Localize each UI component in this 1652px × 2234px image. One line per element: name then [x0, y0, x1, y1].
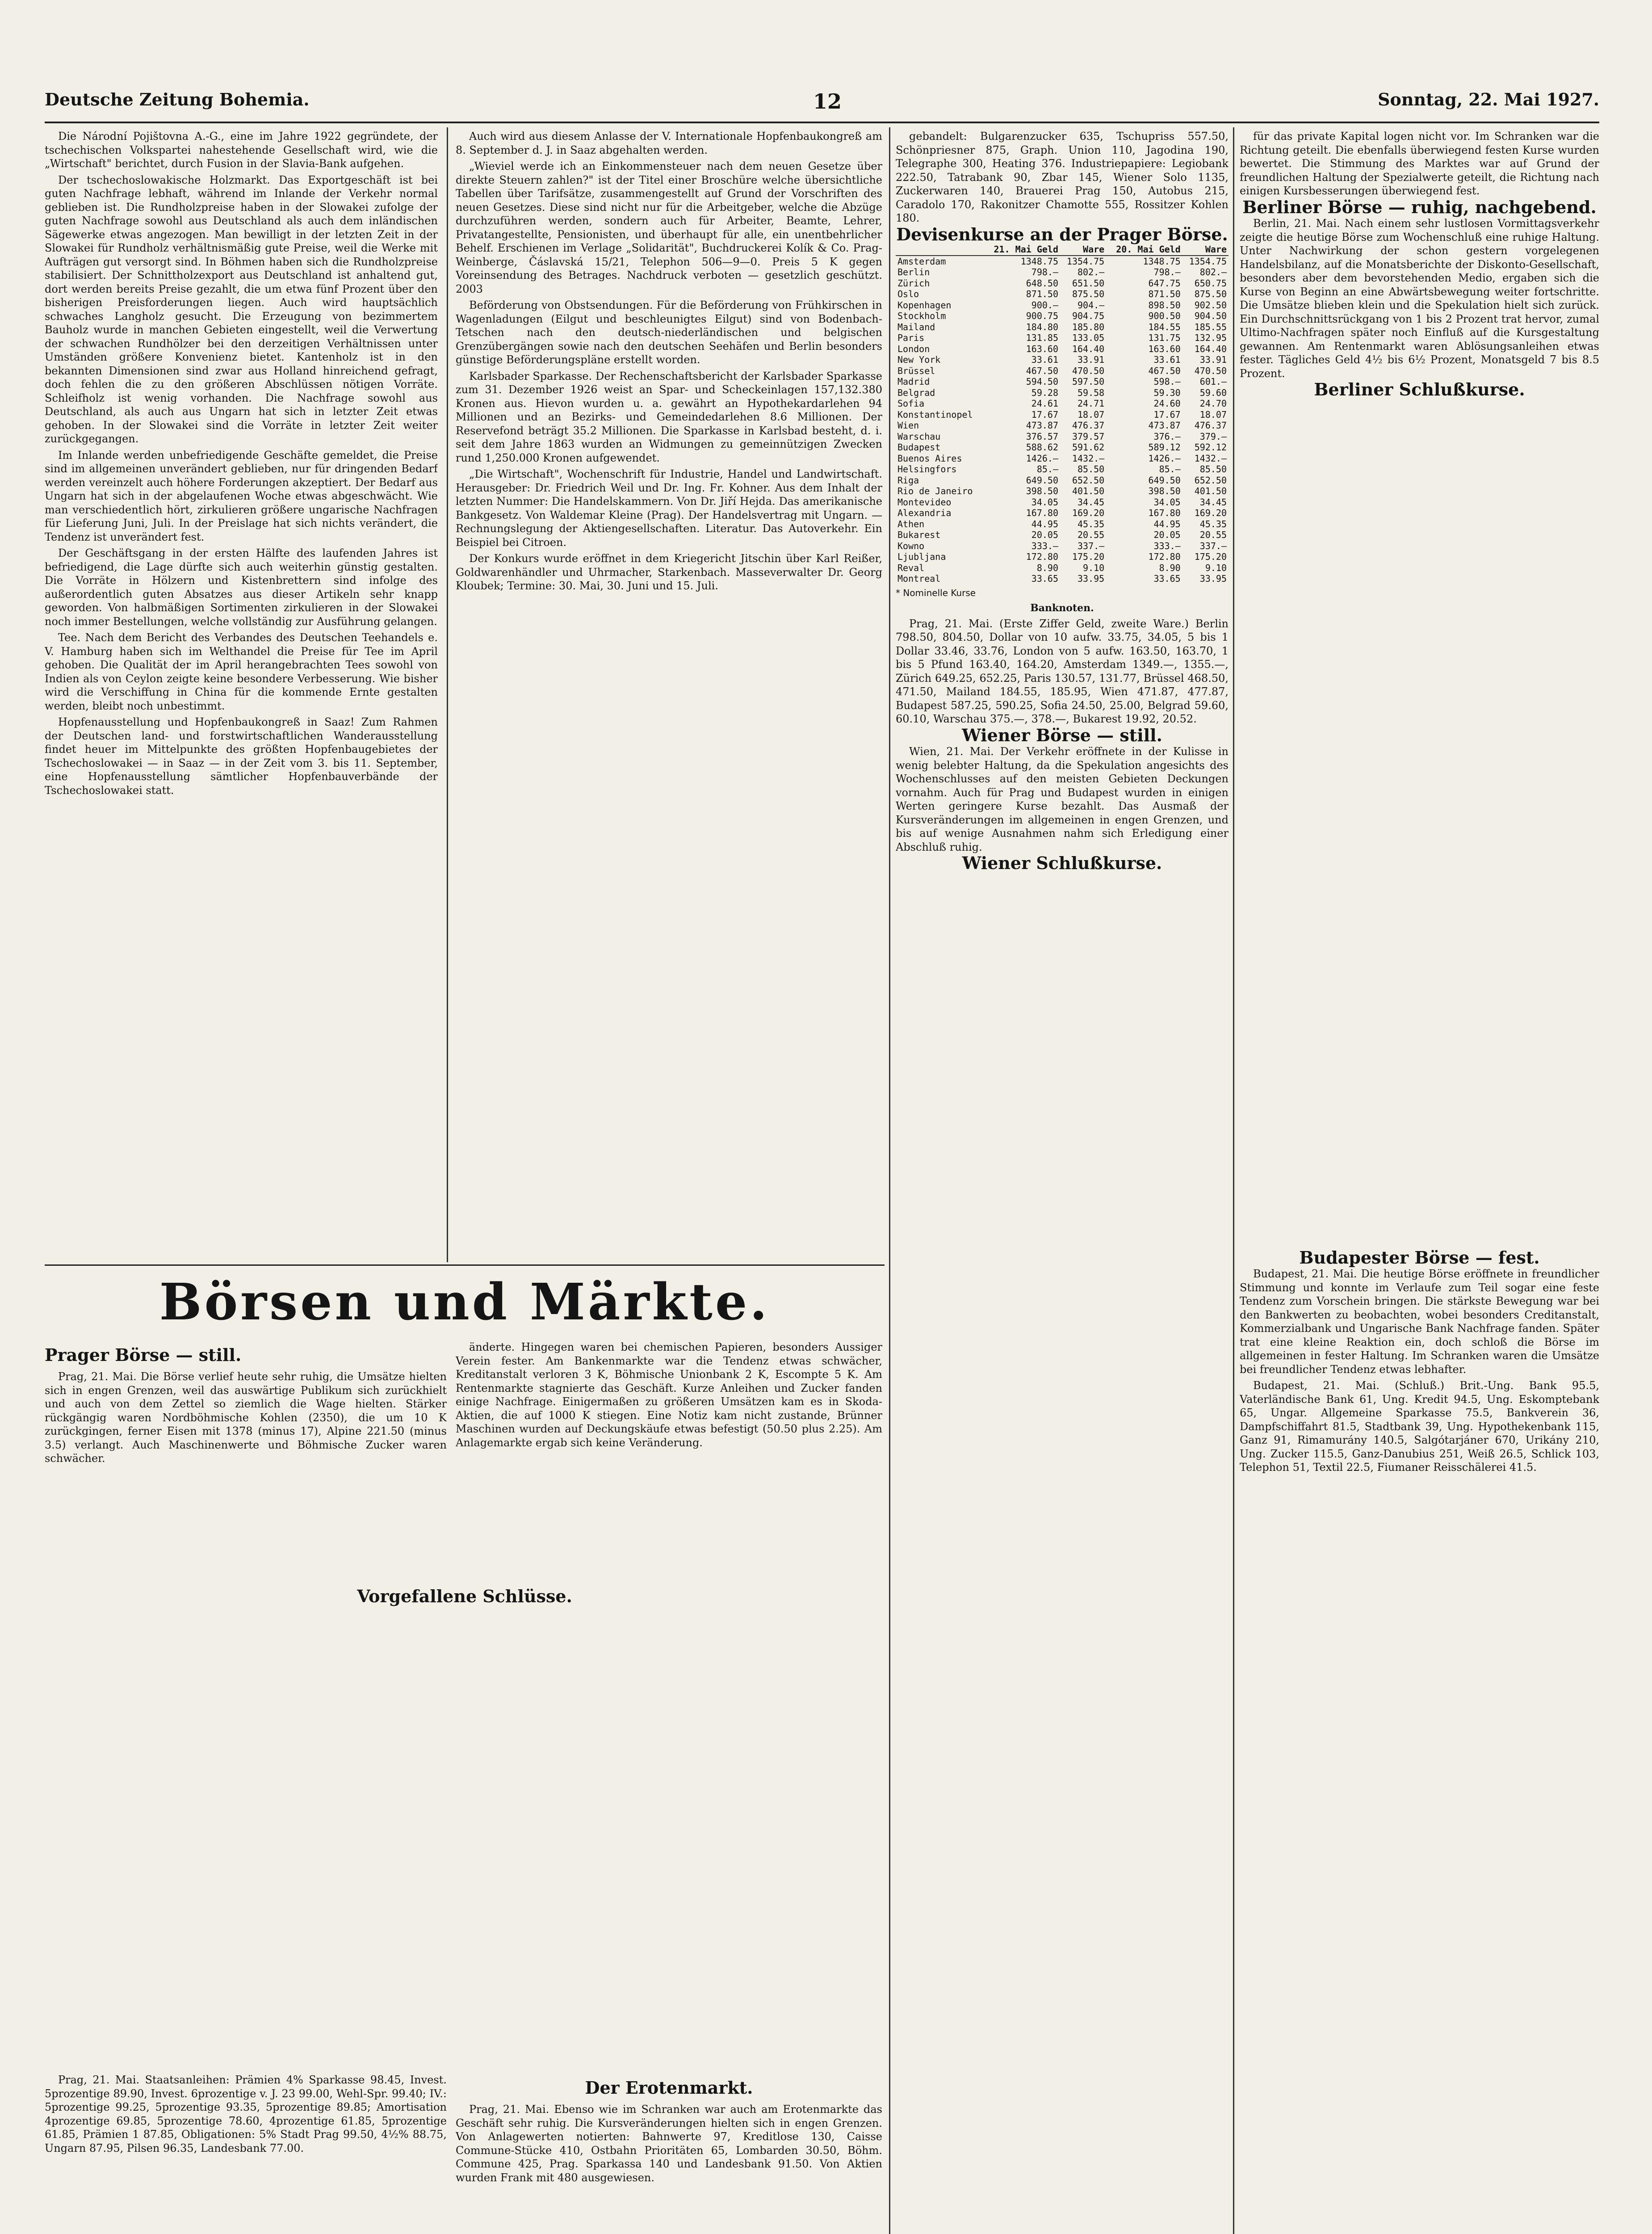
article-paragraph: „Wieviel werde ich an Einkommensteuer nach dem neuen Gesetze über direkte Steuern zahlen?" ist der Titel einer Broschüre welche übersichtliche Tabellen über Tarifsätze, zusammengestellt auf Grund der Vorschriften des neuen Gesetzes. Diese sind nicht nur für die Arbeitgeber, welche die Abzüge durchzuführen werden, sondern auch für Arbeiter, Beamte, Lehrer, Privatangestellte, Pensionisten, und überhaupt für alle, ein unentbehrlicher Behelf. Erschienen im Verlage „Solidarität", Buchdruckerei Kolík & Co. Prag-Weinberge, Čáslavská 15/21, Telephon 506—9—0. Preis 5 K gegen Voreinsendung des Betrages. Nachdruck verboten — gesetzlich geschützt. 2003 — [456, 160, 882, 295]
table-cell: 904.75 — [1072, 311, 1105, 321]
table-row — [896, 563, 1229, 574]
table-row — [896, 398, 1229, 409]
table-cell: 798.— — [1031, 267, 1058, 277]
table-cell: 9.10 — [1205, 562, 1227, 573]
issue-date: Sonntag, 22. Mai 1927. — [1378, 89, 1599, 109]
article-column-2 — [456, 130, 882, 1260]
table-cell: Warschau — [897, 431, 941, 442]
article-paragraph: Wien, 21. Mai. Der Verkehr eröffnete in der Kulisse in wenig belebter Haltung, da die Spekulation angesichts des Wochenschlusses auf den meisten Gebieten Deckungen vornahm. Auch für Prag und Budapest wurden in einigen Werten geringere Kurse bezahlt. Das Ausmaß der Kursveränderungen im allgemeinen in engen Grenzen, und bis auf wenige Ausnahmen nahm sich Erledigung einer Abschluß ruhig. — [896, 745, 1229, 853]
masthead-title: Deutsche Zeitung Bohemia. — [45, 89, 310, 109]
table-cell: 85.50 — [1199, 464, 1227, 475]
article-paragraph: Karlsbader Sparkasse. Der Rechenschaftsbericht der Karlsbader Sparkasse zum 31. Dezember 1926 weist an Spar- und Scheckeinlagen 157,132.380 Kronen aus. Hievon wurden u. a. gewährt an Hypothekardarlehen 94 Millionen und an Bezirks- und Gemeindedarlehen 8.6 Millionen. Der Reservefond beträgt 35.2 Millionen. Die Sparkasse in Karlsbad besteht, d. i. seit dem Jahre 1863 wurden an Widmungen zu gemeinnützigen Zwecken rund 1,250.000 Kronen aufgewendet. — [456, 370, 882, 464]
page-header — [45, 89, 1599, 116]
table-cell: 24.61 — [1031, 398, 1058, 409]
article-paragraph: Prag, 21. Mai. Staatsanleihen: Prämien 4% Sparkasse 98.45, Invest. 5prozentige 89.90, Invest. 6prozentige v. J. 23 99.00, Wehl-Spr. 99.40; IV.: 5prozentige 99.25, 5prozentige 93.35, 5prozentige 89.85; Amortisation 4prozentige 69.85, 5prozentige 78.60, 4prozentige 61.85, 5prozentige 61.85, Prämien 1 87.85, Obligationen: 5% Stadt Prag 99.50, 4½% 88.75, Ungarn 87.95, Pilsen 96.35, Landesbank 77.00. — [45, 2074, 447, 2154]
table-row — [896, 529, 1229, 541]
wiener-schlusskurse-title: Wiener Schlußkurse. — [962, 853, 1162, 873]
table-row — [896, 453, 1229, 464]
table-cell: London — [897, 343, 930, 354]
table-cell: 651.50 — [1072, 277, 1105, 289]
table-row — [896, 289, 1229, 300]
table-cell: Kowno — [897, 540, 925, 551]
table-cell: 473.87 — [1148, 420, 1181, 431]
table-cell: 33.95 — [1199, 573, 1227, 584]
table-cell: 184.55 — [1148, 321, 1181, 332]
section-headline: Börsen und Märkte. — [159, 1273, 770, 1331]
table-cell: 172.80 — [1026, 551, 1058, 562]
column-rule — [447, 127, 448, 1262]
table-row — [896, 322, 1229, 333]
table-cell: 9.10 — [1083, 562, 1105, 573]
table-cell: 904.50 — [1194, 311, 1227, 321]
budapester-boerse-title: Budapester Börse — fest. — [1299, 1247, 1540, 1268]
table-cell: 163.60 — [1026, 343, 1058, 354]
table-row — [896, 311, 1229, 322]
article-paragraph: Beförderung von Obstsendungen. Für die Beförderung von Frühkirschen in Wagenladungen (Eilgut und beschleunigtes Eilgut) sind von Bodenbach-Tetschen nach den deutsch-niederländischen und belgischen Grenzübergängen sowie nach den deutschen Seehäfen und Berlin besonders günstige Beförderungspläne erstellt worden. — [456, 299, 882, 366]
table-cell: Kopenhagen — [897, 299, 952, 311]
table-row — [896, 387, 1229, 399]
table-cell: Buenos Aires — [897, 453, 962, 464]
article-paragraph: Die Národní Pojištovna A.-G., eine im Jahre 1922 gegründete, der tschechischen Volkspartei nahestehende Gesellschaft wird, wie die „Wirtschaft" berichtet, durch Fusion in der Slavia-Bank aufgehen. — [45, 130, 438, 170]
table-cell: 185.80 — [1072, 321, 1105, 332]
table-cell: 376.— — [1153, 431, 1181, 442]
table-cell: 904.— — [1077, 299, 1105, 311]
table-header: 20. Mai Geld — [1106, 244, 1182, 256]
table-cell: Budapest — [897, 442, 941, 453]
column-rule — [1233, 127, 1234, 2234]
table-cell: 33.65 — [1031, 573, 1058, 584]
table-cell: 24.60 — [1153, 398, 1181, 409]
table-cell: 591.62 — [1072, 442, 1105, 453]
berliner-schlusskurse-title: Berliner Schlußkurse. — [1314, 379, 1525, 399]
table-cell: 875.50 — [1194, 289, 1227, 299]
article-paragraph: gebandelt: Bulgarenzucker 635, Tschupriss 557.50, Schönpriesner 875, Graph. Union 110, Jagodina 190, Telegraphe 300, Heating 376. Industriepapiere: Legiobank 222.50, Tatrabank 90, Zbar 145, Wiener Solo 1135, Zuckerwaren 140, Brauerei Prag 150, Autobus 215, Caradolo 170, Rakonitzer Chamotte 555, Rossitzer Kohlen 180. — [896, 130, 1229, 224]
table-row — [896, 278, 1229, 289]
table-row — [896, 486, 1229, 497]
table-cell: 467.50 — [1148, 365, 1181, 376]
table-cell: 172.80 — [1148, 551, 1181, 562]
table-cell: 398.50 — [1026, 486, 1058, 496]
table-row — [896, 551, 1229, 563]
table-cell: 467.50 — [1026, 365, 1058, 376]
table-cell: 398.50 — [1148, 486, 1181, 496]
table-cell: Rio de Janeiro — [897, 486, 973, 496]
market-column-4 — [1240, 130, 1599, 2234]
table-cell: 20.05 — [1153, 529, 1181, 540]
table-cell: 594.50 — [1026, 376, 1058, 387]
table-cell: 652.50 — [1194, 475, 1227, 486]
table-cell: 85.— — [1159, 464, 1181, 475]
table-cell: Alexandria — [897, 508, 952, 518]
table-cell: 33.95 — [1077, 573, 1105, 584]
table-row — [896, 573, 1229, 584]
table-cell: 648.50 — [1026, 277, 1058, 289]
table-cell: 589.12 — [1148, 442, 1181, 453]
table-cell: 20.55 — [1077, 529, 1105, 540]
table-cell: 175.20 — [1194, 551, 1227, 562]
article-paragraph: für das private Kapital logen nicht vor. Im Schranken war die Richtung geteilt. Die ebenfalls überwiegend festen Kurse wurden bewertet. Die Stimmung des Marktes war auf Grund der freundlichen Haltung der Spezialwerte geteilt, die Richtung nach einigen Kursbesserungen überwiegend fest. — [1240, 130, 1599, 197]
market-column-3 — [896, 130, 1229, 2234]
table-cell: 1426.— — [1026, 453, 1058, 464]
prager-boerse-title: Prager Börse — still. — [45, 1345, 242, 1365]
table-cell: 1432.— — [1072, 453, 1105, 464]
table-row — [896, 420, 1229, 431]
table-cell: 650.75 — [1194, 277, 1227, 289]
table-cell: Montreal — [897, 573, 941, 584]
table-cell: 1348.75 — [1143, 256, 1181, 267]
table-row — [896, 519, 1229, 530]
table-cell: 34.45 — [1199, 496, 1227, 508]
table-cell: 1426.— — [1148, 453, 1181, 464]
table-cell: 45.35 — [1199, 518, 1227, 529]
table-cell: 476.37 — [1194, 420, 1227, 431]
table-cell: New York — [897, 354, 941, 365]
table-row — [896, 344, 1229, 355]
table-cell: Athen — [897, 518, 925, 529]
table-cell: 20.55 — [1199, 529, 1227, 540]
table-cell: Montevideo — [897, 496, 952, 508]
table-cell: Reval — [897, 562, 925, 573]
table-cell: 379.— — [1199, 431, 1227, 442]
table-row — [896, 497, 1229, 508]
table-header: Ware — [1182, 244, 1229, 256]
table-row — [896, 354, 1229, 365]
article-paragraph: Budapest, 21. Mai. (Schluß.) Brit.-Ung. Bank 95.5, Vaterländische Bank 61, Ung. Kredit 94.5, Ung. Eskomptebank 65, Ungar. Allgemeine Sparkasse 75.5, Bankverein 36, Dampfschiffahrt 81.5, Stadtbank 39, Ung. Hypothekenbank 115, Ganz 91, Rimamurány 140.5, Salgótarjáner 670, Urikány 210, Ung. Zucker 115.5, Ganz-Danubius 251, Weiß 26.5, Schlick 103, Telephon 51, Textil 22.5, Fiumaner Reisschälerei 41.5. — [1240, 1379, 1599, 1474]
table-cell: Bukarest — [897, 529, 941, 540]
table-cell: 337.— — [1077, 540, 1105, 551]
table-cell: 401.50 — [1072, 486, 1105, 496]
table-cell: 601.— — [1199, 376, 1227, 387]
table-cell: 470.50 — [1072, 365, 1105, 376]
table-cell: 900.— — [1031, 299, 1058, 311]
article-paragraph: „Die Wirtschaft", Wochenschrift für Industrie, Handel und Landwirtschaft. Herausgeber: Dr. Friedrich Weil und Dr. Ing. Fr. Kohner. Aus dem Inhalt der letzten Nummer: Die Handelskammern. Von Dr. Jiří Hejda. Das amerikanische Bankgesetz. Von Waldemar Kleine (Prag). Der Handelsvertrag mit Ungarn. — Rechnungslegung der Aktiengesellschaften. Literatur. Das Autoverkehr. Ein Beispiel bei Citroen. — [456, 468, 882, 549]
vorgefallene-table — [45, 1617, 885, 2064]
article-paragraph: Im Inlande werden unbefriedigende Geschäfte gemeldet, die Preise sind im allgemeinen unverändert geblieben, nur für dringenden Bedarf werden vereinzelt auch höhere Forderungen akzeptiert. Der Bedarf aus Ungarn hat sich in der abgelaufenen Woche etwas abgeschwächt. Wie man verschiedentlich hört, zirkulieren größere ungarische Nachfragen für Lieferung Juni, Juli. In der Preislage hat sich nichts verändert, die Tendenz ist unverändert fest. — [45, 449, 438, 543]
table-cell: 476.37 — [1072, 420, 1105, 431]
table-cell: 379.57 — [1072, 431, 1105, 442]
table-cell: 59.58 — [1077, 387, 1105, 398]
table-cell: 24.71 — [1077, 398, 1105, 409]
table-cell: 44.95 — [1153, 518, 1181, 529]
table-cell: 59.60 — [1199, 387, 1227, 398]
table-cell: 33.91 — [1077, 354, 1105, 365]
table-cell: 871.50 — [1148, 289, 1181, 299]
article-paragraph: änderte. Hingegen waren bei chemischen Papieren, besonders Aussiger Verein fester. Am Bankenmarkte war die Tendenz etwas schwächer, Kreditanstalt verloren 3 K, Böhmische Unionbank 2 K, Escompte 5 K. Am Rentenmarkte stagnierte das Geschäft. Kurze Anleihen und Zucker fanden einige Nachfrage. Einigermaßen zu größeren Umsätzen kam es in Skoda-Aktien, die auf 1000 K stiegen. Eine Notiz kam nicht zustande, Brünner Maschinen wurden auf Deckungskäufe etwas befestigt (50.50 plus 2.25). Am Anlagemarkte ergab sich keine Veränderung. — [456, 1341, 882, 1449]
table-cell: 34.05 — [1031, 496, 1058, 508]
table-cell: 652.50 — [1072, 475, 1105, 486]
table-cell: Madrid — [897, 376, 930, 387]
table-cell: 85.— — [1036, 464, 1058, 475]
table-cell: 167.80 — [1026, 508, 1058, 518]
table-cell: 8.90 — [1159, 562, 1181, 573]
table-cell: Ljubljana — [897, 551, 946, 562]
prager-boerse-continued — [456, 1340, 882, 1573]
table-cell: 169.20 — [1194, 508, 1227, 518]
table-cell: Belgrad — [897, 387, 935, 398]
table-row — [896, 508, 1229, 519]
table-row — [896, 475, 1229, 486]
table-cell: 8.90 — [1036, 562, 1058, 573]
table-cell: 18.07 — [1077, 409, 1105, 420]
section-rule — [45, 1264, 885, 1266]
vorgefallene-header — [45, 1582, 885, 1613]
table-cell: 59.28 — [1031, 387, 1058, 398]
table-cell: 592.12 — [1194, 442, 1227, 453]
table-cell: 167.80 — [1148, 508, 1181, 518]
table-cell: 1432.— — [1194, 453, 1227, 464]
table-row — [896, 365, 1229, 377]
table-row — [896, 332, 1229, 344]
table-cell: 798.— — [1153, 267, 1181, 277]
table-cell: 376.57 — [1026, 431, 1058, 442]
table-cell: 871.50 — [1026, 289, 1058, 299]
table-cell: 44.95 — [1031, 518, 1058, 529]
article-column-1 — [45, 130, 438, 1260]
table-header: Ware — [1060, 244, 1106, 256]
table-cell: 85.50 — [1077, 464, 1105, 475]
table-cell: 33.61 — [1153, 354, 1181, 365]
table-row — [896, 541, 1229, 552]
table-cell: 169.20 — [1072, 508, 1105, 518]
table-cell: 33.61 — [1031, 354, 1058, 365]
table-cell: 18.07 — [1199, 409, 1227, 420]
devisenkurse-title: Devisenkurse an der Prager Börse. — [896, 224, 1228, 244]
table-cell: 598.— — [1153, 376, 1181, 387]
table-cell: 898.50 — [1148, 299, 1181, 311]
table-cell: 175.20 — [1072, 551, 1105, 562]
table-row — [896, 376, 1229, 387]
article-paragraph: Prag, 21. Mai. Die Börse verlief heute sehr ruhig, die Umsätze hielten sich in engen Grenzen, weil das auswärtige Publikum sich zurückhielt und auch von dem Zettel so ziemlich die Wage hielten. Stärker rückgängig waren Nordböhmische Kohlen (2350), die um 10 K zurückgingen, ferner Eisen mit 1378 (minus 17), Alpine 221.50 (minus 3.5) verlangt. Auch Maschinenwerte und Böhmische Zucker waren schwächer. — [45, 1370, 447, 1465]
table-cell: 163.60 — [1148, 343, 1181, 354]
table-cell: 902.50 — [1194, 299, 1227, 311]
table-cell: 34.45 — [1077, 496, 1105, 508]
table-cell: 185.55 — [1194, 321, 1227, 332]
table-cell: 597.50 — [1072, 376, 1105, 387]
table-header: 21. Mai Geld — [984, 244, 1060, 256]
article-paragraph: Tee. Nach dem Bericht des Verbandes des Deutschen Teehandels e. V. Hamburg haben sich im Welthandel die Preise für Tee im April gehoben. Die Qualität der im April herangebrachten Tees sowohl von Indien als von Ceylon zeigte keine besondere Verbesserung. Wie bisher wird die Verschiffung in China für die kommende Ernte gestalten werden, bleibt noch unbestimmt. — [45, 631, 438, 712]
table-row — [896, 256, 1229, 267]
table-cell: 131.85 — [1026, 332, 1058, 343]
table-cell: 132.95 — [1194, 332, 1227, 343]
table-cell: 20.05 — [1031, 529, 1058, 540]
table-cell: 333.— — [1031, 540, 1058, 551]
table-cell: 649.50 — [1026, 475, 1058, 486]
table-cell: 588.62 — [1026, 442, 1058, 453]
article-paragraph: Hopfenausstellung und Hopfenbaukongreß in Saaz! Zum Rahmen der Deutschen land- und forstwirtschaftlichen Wanderausstellung findet heuer im Mittelpunkte des größten Hopfenbaugebietes der Tschechoslowakei — in Saaz — in der Zeit vom 3. bis 11. September, eine Hopfenausstellung sämtlicher Hopfenbauverbände der Tschechoslowakei statt. — [45, 716, 438, 797]
table-cell: 59.30 — [1153, 387, 1181, 398]
article-paragraph: Budapest, 21. Mai. Die heutige Börse eröffnete in freundlicher Stimmung und konnte im Verlaufe zum Teil sogar eine feste Tendenz zum Vorschein bringen. Die stärkste Bewegung war bei den Bankwerten zu beobachten, wobei besonders Creditanstalt, Kommerzialbank und Ungarische Bank Nachfrage fanden. Später trat eine kleine Reaktion ein, doch schloß die Börse im allgemeinen in fester Haltung. Im Schranken waren die Umsätze bei freundlicher Tendenz etwas lebhafter. — [1240, 1268, 1599, 1376]
table-cell: Mailand — [897, 321, 935, 332]
article-paragraph: Der Konkurs wurde eröffnet in dem Kriegericht Jitschin über Karl Reißer, Goldwarenhändler und Uhrmacher, Starkenbach. Masseverwalter Dr. Georg Kloubek; Termine: 30. Mai, 30. Juni und 15. Juli. — [456, 552, 882, 592]
table-row — [896, 300, 1229, 311]
table-cell: Stockholm — [897, 311, 946, 321]
table-cell: 1354.75 — [1189, 256, 1227, 267]
table-cell: Paris — [897, 332, 925, 343]
table-cell: 131.75 — [1148, 332, 1181, 343]
table-cell: 33.65 — [1153, 573, 1181, 584]
table-cell: 1348.75 — [1020, 256, 1058, 267]
article-paragraph: Berlin, 21. Mai. Nach einem sehr lustlosen Vormittagsverkehr zeigte die heutige Börse zum Wochenschluß eine ruhige Haltung. Unter Nachwirkung der schon gestern vorgelegenen Handelsbilanz, auf die Monatsberichte der Diskonto-Gesellschaft, besonders aber dem bevorstehenden Medio, ergaben sich die Kurse von Beginn an eine Abwärtsbewegung weiter fortschritte. Die Umsätze blieben klein und die Spekulation hielt sich zurück. Ein Durchschnittsrückgang von 1 bis 2 Prozent trat hervor, zumal Ultimo-Nachfragen später noch Einfluß auf die Kursgestaltung gewannen. Am Rentenmarkt waren Ablösungsanleihen etwas fester. Tägliches Geld 4½ bis 6½ Prozent, Monatsgeld 7 bis 8.5 Prozent. — [1240, 217, 1599, 380]
banknoten-title: Banknoten. — [1030, 602, 1094, 614]
table-cell: 802.— — [1077, 267, 1105, 277]
table-cell: Wien — [897, 420, 919, 431]
article-paragraph: Auch wird aus diesem Anlasse der V. Internationale Hopfenbaukongreß am 8. September d. J. in Saaz abgehalten werden. — [456, 130, 882, 156]
table-cell: 875.50 — [1072, 289, 1105, 299]
devisenkurse-table — [896, 244, 1229, 584]
header-rule — [45, 122, 1599, 123]
table-cell: 470.50 — [1194, 365, 1227, 376]
table-cell: Helsingfors — [897, 464, 957, 475]
table-cell: 17.67 — [1031, 409, 1058, 420]
table-cell: 1354.75 — [1066, 256, 1105, 267]
wiener-boerse-title: Wiener Börse — still. — [962, 725, 1162, 745]
table-cell: 33.91 — [1199, 354, 1227, 365]
table-cell: 164.40 — [1072, 343, 1105, 354]
table-cell: 401.50 — [1194, 486, 1227, 496]
table-cell: 333.— — [1153, 540, 1181, 551]
table-cell: 17.67 — [1153, 409, 1181, 420]
table-cell: Riga — [897, 475, 919, 486]
table-cell: 45.35 — [1077, 518, 1105, 529]
article-paragraph: Prag, 21. Mai. (Erste Ziffer Geld, zweite Ware.) Berlin 798.50, 804.50, Dollar von 10 aufw. 33.75, 34.05, 5 bis 1 Dollar 33.46, 33.76, London von 5 aufw. 163.50, 163.70, 1 bis 5 Pfund 163.40, 164.20, Amsterdam 1349.—, 1355.—, Zürich 649.25, 652.25, Paris 130.57, 131.77, Brüssel 468.50, 471.50, Mailand 184.55, 185.95, Wien 471.87, 477.87, Budapest 587.25, 590.25, Sofia 24.50, 25.00, Belgrad 59.60, 60.10, Warschau 375.—, 378.—, Bukarest 19.92, 20.52. — [896, 617, 1229, 725]
table-cell: Amsterdam — [897, 256, 946, 267]
table-row — [896, 409, 1229, 420]
prager-boerse-article — [45, 1340, 447, 1573]
table-cell: Brüssel — [897, 365, 935, 376]
table-cell: 900.75 — [1026, 311, 1058, 321]
table-cell: 802.— — [1199, 267, 1227, 277]
table-row — [896, 464, 1229, 475]
table-cell: 24.70 — [1199, 398, 1227, 409]
footnote: * Nominelle Kurse — [896, 587, 976, 598]
table-header — [896, 244, 984, 256]
table-cell: Zürich — [897, 277, 930, 289]
article-paragraph: Der Geschäftsgang in der ersten Hälfte des laufenden Jahres ist befriedigend, die Lage dürfte sich auch weiterhin günstig gestalten. Die Vorräte in Hölzern und Kistenbrettern sind infolge des außerordentlich guten Absatzes aus dieser Artikeln sehr knapp geworden. Von halbmäßigen Sortimenten zirkulieren in der Slowakei noch immer Bestellungen, welche vollständig zur Ausführung gelangen. — [45, 547, 438, 628]
column-rule — [889, 127, 890, 2234]
article-paragraph: Der tschechoslowakische Holzmarkt. Das Exportgeschäft ist bei guten Nachfrage lebhaft, während im Inlande der Verkehr normal geblieben ist. Die Rundholzpreise haben in der Slowakei zufolge der guten Nachfrage sowohl aus Deutschland als auch dem inländischen Sägewerke etwas angezogen. Man bewilligt in der letzten Zeit in der Slowakei für Rundholz verhältnismäßig gute Preise, weil die Werke mit Aufträgen gut versorgt sind. In Böhmen haben sich die Rundholzpreise stabilisiert. Der Schnittholzexport aus Deutschland ist anhaltend gut, dort werden bereits Preise gezahlt, die um etwa fünf Prozent über den bisherigen Preisforderungen liegen. Auch wird hauptsächlich schwaches Langholz gesucht. Die Erzeugung von bezimmertem Bauholz wurde in manchen Gebieten eingestellt, weil die Verwertung der schwachen Rundhölzer bei den derzeitigen Verhältnissen unter Umständen größere Konvenienz bietet. Kantenholz ist in den bekannten Dimensionen sind zwar aus Holland hinreichend gefragt, doch fehlen die zu den größeren Abschlüssen nötigen Vorräte. Schleifholz ist wenig vorhanden. Die Nachfrage sowohl aus Deutschland, als auch aus Ungarn hat sich in letzter Zeit etwas gehoben. In der Slowakei sind die Vorräte in letzter Zeit weiter zurückgegangen. — [45, 173, 438, 445]
table-cell: 164.40 — [1194, 343, 1227, 354]
table-cell: 184.80 — [1026, 321, 1058, 332]
table-cell: Konstantinopel — [897, 409, 973, 420]
staatsanleihen-article — [45, 2073, 447, 2234]
page-number: 12 — [813, 89, 842, 113]
table-cell: Berlin — [897, 267, 930, 277]
berliner-schlusskurse-table — [1240, 399, 1599, 1248]
table-row — [896, 431, 1229, 442]
table-cell: 900.50 — [1148, 311, 1181, 321]
table-cell: 133.05 — [1072, 332, 1105, 343]
table-cell: 337.— — [1199, 540, 1227, 551]
table-cell: 473.87 — [1026, 420, 1058, 431]
erotenmarkt-title: Der Erotenmarkt. — [585, 2078, 753, 2098]
table-cell: 647.75 — [1148, 277, 1181, 289]
vorgefallene-title: Vorgefallene Schlüsse. — [357, 1586, 572, 1606]
table-cell: Sofia — [897, 398, 925, 409]
table-cell: Oslo — [897, 289, 919, 299]
table-cell: 649.50 — [1148, 475, 1181, 486]
table-cell: 34.05 — [1153, 496, 1181, 508]
table-row — [896, 442, 1229, 453]
article-paragraph: Prag, 21. Mai. Ebenso wie im Schranken war auch am Erotenmarkte das Geschäft sehr ruhig. Die Kursveränderungen hielten sich in engen Grenzen. Von Anlagewerten notierten: Bahnwerte 97, Kreditlose 130, Caisse Commune-Stücke 410, Ostbahn Prioritäten 65, Lombarden 30.50, Böhm. Commune 425, Prag. Sparkassa 140 und Landesbank 91.50. Von Aktien wurden Frank mit 480 ausgewiesen. — [456, 2103, 882, 2184]
berliner-boerse-title: Berliner Börse — ruhig, nachgebend. — [1242, 197, 1597, 217]
table-row — [896, 267, 1229, 278]
erotenmarkt-article — [456, 2073, 882, 2234]
